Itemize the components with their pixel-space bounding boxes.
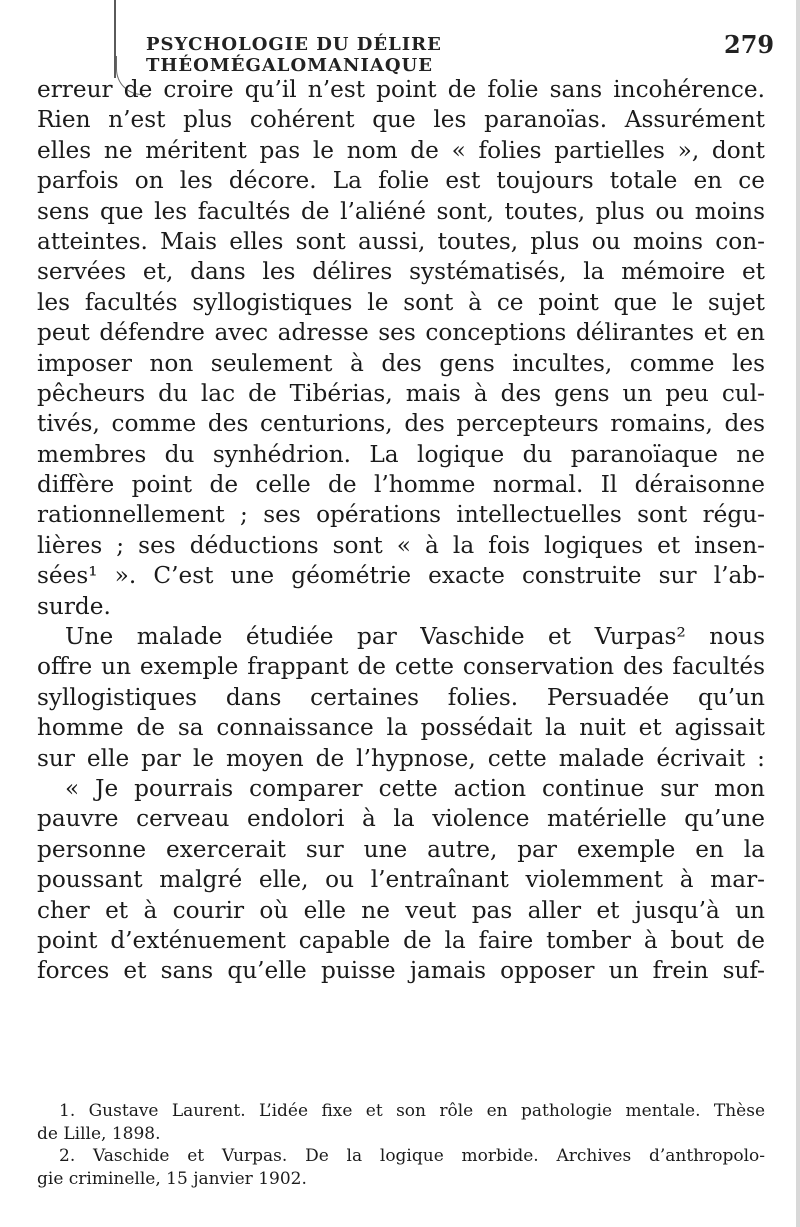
text-line: servées et, dans les délires systématisés, la mémoire et	[37, 258, 765, 286]
text-line: imposer non seulement à des gens incultes, comme les	[37, 349, 765, 377]
text-line: les facultés syllogistiques le sont à ce point que le sujet	[37, 288, 765, 316]
footnote-line: gie criminelle, 15 janvier 1902.	[37, 1168, 307, 1189]
running-title: PSYCHOLOGIE DU DÉLIRE THÉOMÉGALOMANIAQUE	[146, 34, 442, 76]
text-line: offre un exemple frappant de cette conservation des facultés	[37, 653, 765, 681]
text-line: homme de sa connaissance la possédait la nuit et agissait	[37, 714, 765, 742]
text-line: pauvre cerveau endolori à la violence matérielle qu’une	[37, 805, 765, 833]
text-line: parfois on les décore. La folie est toujours totale en ce	[37, 167, 765, 195]
text-line: surde.	[37, 592, 111, 620]
page-edge	[796, 0, 800, 1227]
text-line: point d’exténuement capable de la faire tomber à bout de	[37, 926, 765, 954]
text-line: « Je pourrais comparer cette action continue sur mon	[65, 774, 765, 802]
text-line: peut défendre avec adresse ses conceptions délirantes et en	[37, 319, 765, 347]
text-line: forces et sans qu’elle puisse jamais opposer un frein suf-	[37, 957, 765, 985]
text-line: sur elle par le moyen de l’hypnose, cette malade écrivait :	[37, 744, 765, 772]
footnote-line: 1. Gustave Laurent. L’idée fixe et son rôle en pathologie mentale. Thèse	[59, 1101, 765, 1121]
text-line: poussant malgré elle, ou l’entraînant violemment à mar-	[37, 866, 765, 894]
footnote-line: de Lille, 1898.	[37, 1123, 161, 1144]
text-line: elles ne méritent pas le nom de « folies partielles », dont	[37, 136, 765, 164]
page-number: 279	[724, 30, 775, 59]
text-line: rationnellement ; ses opérations intellectuelles sont régu-	[37, 501, 765, 529]
text-line: Rien n’est plus cohérent que les paranoïas. Assurément	[37, 106, 765, 134]
footnote-line: 2. Vaschide et Vurpas. De la logique morbide. Archives d’anthropolo-	[59, 1146, 765, 1166]
text-line: cher et à courir où elle ne veut pas aller et jusqu’à un	[37, 896, 765, 924]
text-line: atteintes. Mais elles sont aussi, toutes, plus ou moins con-	[37, 227, 765, 255]
text-line: sens que les facultés de l’aliéné sont, toutes, plus ou moins	[37, 197, 765, 225]
text-line: sées¹ ». C’est une géométrie exacte construite sur l’ab-	[37, 562, 765, 590]
text-line: syllogistiques dans certaines folies. Persuadée qu’un	[37, 683, 765, 711]
text-line: diffère point de celle de l’homme normal. Il déraisonne	[37, 471, 765, 499]
text-line: tivés, comme des centurions, des percepteurs romains, des	[37, 410, 765, 438]
text-line: erreur de croire qu’il n’est point de folie sans incohérence.	[37, 76, 765, 103]
text-line: lières ; ses déductions sont « à la fois logiques et insen-	[37, 531, 765, 559]
text-line: Une malade étudiée par Vaschide et Vurpas² nous	[65, 623, 765, 651]
text-line: pêcheurs du lac de Tibérias, mais à des gens un peu cul-	[37, 379, 765, 407]
body-text	[37, 75, 765, 987]
text-line: membres du synhédrion. La logique du paranoïaque ne	[37, 440, 765, 468]
footnotes	[37, 1100, 765, 1190]
text-line: personne exercerait sur une autre, par exemple en la	[37, 835, 765, 863]
